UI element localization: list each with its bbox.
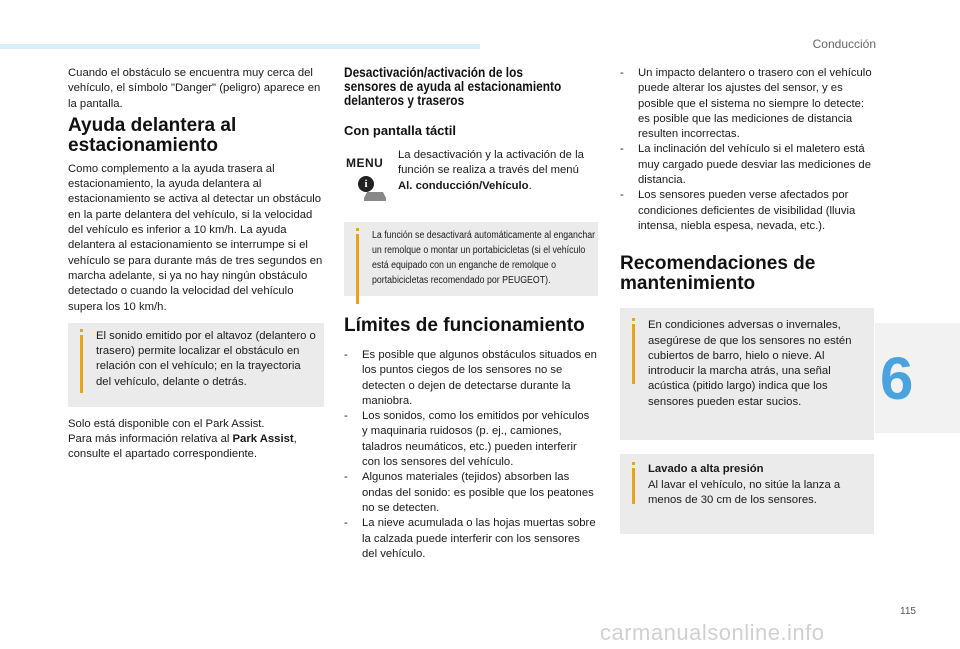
info-icon [356,234,359,304]
info-box [620,454,874,534]
touchscreen-subheading: Con pantalla táctil [344,123,456,138]
header-accent-bar [0,44,480,49]
column-2 [344,66,598,562]
limits-list-continued [620,66,874,234]
text-span: . [528,179,532,192]
park-assist-line2 [68,432,324,463]
chapter-number: 6 [880,345,914,412]
limits-heading: Límites de funcionamiento [344,315,585,336]
list-item: - Los sonidos, como los emitidos por vehículos y maquinaria ruidosos (p. ej., camiones, taladros neumáticos, etc.) pueden interferir con los sensores del vehículo. [344,409,598,470]
menu-path-separator: / [478,179,483,192]
info-text: En condiciones adversas o invernales, asegúrese de que los sensores no estén cubiertos de barro, hielo o nieve. Al introducir la marcha atrás, una señal acústica (pitido largo) indica que los sensores pueden estar sucios. [648,319,852,408]
info-box [68,323,324,407]
section-title: Conducción [812,37,876,51]
menu-path-term: Al. conducción [398,179,479,192]
heading-line: estacionamiento [68,134,218,156]
info-icon-dot [632,462,635,465]
heading-line: delanteros y traseros [344,93,465,108]
list-item: - La nieve acumulada o las hojas muertas sobre la calzada puede interferir con los sensores del vehículo. [344,516,598,562]
info-text: La función se desactivará automáticamente al enganchar un remolque o montar un portabicicletas (si el vehículo está equipado con un enganche de remolque o portabicicletas recomendado por PEUGEOT). [372,230,596,286]
info-icon [80,335,83,393]
info-text: El sonido emitido por el altavoz (delantero o trasero) permite localizar el obstáculo en relación con el vehículo; en la trayectoria del vehículo, delante o detrás. [96,329,316,388]
park-assist-line1: Solo está disponible con el Park Assist. [68,417,265,430]
heading-line: Ayuda delantera al [68,114,237,136]
info-text: Al lavar el vehículo, no sitúe la lanza a menos de 30 cm de los sensores. [648,478,841,506]
park-assist-term: Park Assist [232,433,294,446]
column-1 [68,66,324,463]
list-item: - Los sensores pueden verse afectados por condiciones deficientes de visibilidad (lluvia intensa, niebla espesa, nevada, etc.). [620,188,874,234]
info-circle-icon: i [358,176,374,192]
heading-line: sensores de ayuda al estacionamiento [344,79,562,94]
column-3 [620,66,874,534]
car-icon [362,188,388,202]
info-box [344,222,598,296]
info-box [620,308,874,440]
list-item: - Es posible que algunos obstáculos situados en los puntos ciegos de los sensores no se detecten o dejen de detectarse durante la maniobra. [344,348,598,409]
list-item: - Un impacto delantero o trasero con el vehículo puede alterar los ajustes del sensor, y es posible que el sistema no siempre lo detecte: es posible que las mediciones de distancia resulten incorrectas. [620,66,874,142]
menu-button-label: MENU [346,156,384,170]
watermark: carmanualsonline.info [600,620,825,645]
menu-path-term: Vehículo [482,179,529,192]
heading-line: Recomendaciones de [620,253,816,275]
text-span: , consulte el apartado correspondiente. [68,433,297,461]
intro-text: Cuando el obstáculo se encuentra muy cerca del vehículo, el símbolo "Danger" (peligro) aparece en la pantalla. [68,67,321,110]
heading-line: Desactivación/activación de los [344,65,523,80]
text-span: Para más información relativa al [68,433,233,446]
front-assist-heading [68,116,324,156]
text-span: La desactivación y la activación de la función se realiza a través del menú [398,149,584,177]
vehicle-info-icon [358,176,374,192]
info-icon [632,468,635,504]
info-icon-dot [80,329,83,332]
maintenance-heading [620,254,874,294]
deactivation-heading [344,66,599,108]
limits-list [344,348,598,562]
list-item: - La inclinación del vehículo si el maletero está muy cargado puede desviar las mediciones de distancia. [620,142,874,188]
list-item: - Algunos materiales (tejidos) absorben las ondas del sonido: es posible que los peatones no se detecten. [344,470,598,516]
front-assist-body: Como complemento a la ayuda trasera al estacionamiento, la ayuda delantera al estacionamiento se activa al detectar un obstáculo en la parte delantera del vehículo, si la velocidad del vehículo es inferior a 10 km/h. La ayuda delantera al estacionamiento se interrumpe si el vehículo se para durante más de tres segundos en marcha adelante, si ya no hay ningún obstáculo detectado o cuando la velocidad del vehículo supera los 10 km/h. [68,162,323,313]
heading-line: mantenimiento [620,273,756,295]
info-icon-dot [632,318,635,321]
info-icon [632,324,635,384]
info-title: Lavado a alta presión [648,463,764,476]
info-icon-dot [356,228,359,231]
touch-menu-text [398,148,588,194]
touch-menu-block [344,148,598,218]
page-number: 115 [900,606,916,617]
